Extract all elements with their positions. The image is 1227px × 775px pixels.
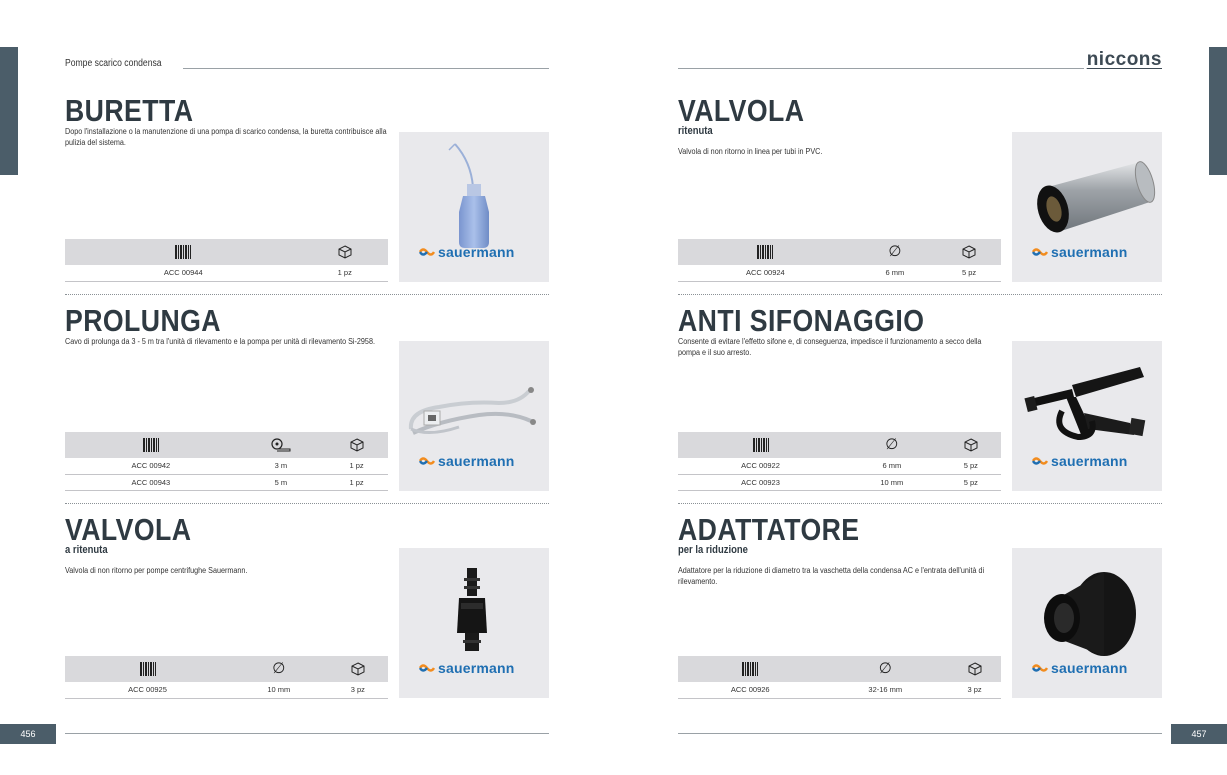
product-valvola-a-ritenuta: [65, 514, 549, 704]
table-cell-qty: 5 pz: [937, 265, 1001, 281]
left-edge-tab: [0, 47, 18, 175]
table-row: [678, 682, 1001, 698]
table-row: [65, 265, 388, 281]
tape-measure-icon: [237, 432, 326, 458]
sauermann-logo: [419, 244, 515, 260]
product-anti-sifonaggio: [678, 305, 1162, 500]
footer-rule: [65, 733, 549, 734]
brand-name: sauermann: [438, 244, 515, 260]
table-cell-diameter: 6 mm: [843, 458, 941, 474]
box-icon: [948, 656, 1001, 682]
section-divider: [65, 503, 549, 504]
product-buretta: [65, 95, 549, 295]
sauermann-logo: [1032, 660, 1128, 676]
product-subtitle: per la riduzione: [678, 544, 748, 556]
box-icon: [328, 656, 388, 682]
table-cell-code: ACC 00925: [65, 682, 230, 698]
table-cell-code: ACC 00944: [65, 265, 301, 281]
product-image-valvola-a-ritenuta: [399, 548, 549, 698]
barcode-icon: [65, 239, 301, 265]
barcode-icon: [678, 432, 843, 458]
header-rule: [183, 68, 549, 69]
table-row: [65, 458, 388, 474]
spec-table: [678, 239, 1001, 282]
sauermann-logo: [1032, 244, 1128, 260]
product-title: VALVOLA: [65, 512, 192, 547]
box-icon: [937, 239, 1001, 265]
product-description: Consente di evitare l'effetto sifone e, di conseguenza, impedisce il funzionamento a secco della pompa e il suo arresto.: [678, 337, 982, 357]
product-subtitle: a ritenuta: [65, 544, 108, 556]
table-cell-qty: 5 pz: [941, 474, 1001, 490]
right-edge-tab: [1209, 47, 1227, 175]
spec-table: [65, 239, 388, 282]
spec-table: [65, 656, 388, 699]
sauermann-logo: [419, 660, 515, 676]
brand-name: sauermann: [1051, 660, 1128, 676]
product-title: PROLUNGA: [65, 303, 221, 338]
spec-table: [678, 656, 1001, 699]
product-valvola-ritenuta: [678, 95, 1162, 295]
table-row: [678, 265, 1001, 281]
product-description: Adattatore per la riduzione di diametro tra la vaschetta della condensa AC e l'entrata dell'unità di rilevamento.: [678, 566, 985, 586]
brand-name: sauermann: [1051, 453, 1128, 469]
table-cell-qty: 3 pz: [948, 682, 1001, 698]
sauermann-logo: [1032, 453, 1128, 469]
product-description: Cavo di prolunga da 3 - 5 m tra l'unità di rilevamento e la pompa per unità di rilevamento Si-2958.: [65, 337, 375, 346]
product-image-anti-sifonaggio: [1012, 341, 1162, 491]
barcode-icon: [65, 656, 230, 682]
section-divider: [678, 503, 1162, 504]
product-description: Valvola di non ritorno per pompe centrifughe Sauermann.: [65, 566, 248, 575]
barcode-icon: [678, 656, 822, 682]
product-image-valvola-ritenuta: [1012, 132, 1162, 282]
product-description: Valvola di non ritorno in linea per tubi in PVC.: [678, 147, 823, 156]
table-cell-code: ACC 00923: [678, 474, 843, 490]
product-image-prolunga: [399, 341, 549, 491]
spec-table: [65, 432, 388, 491]
table-cell-code: ACC 00924: [678, 265, 853, 281]
table-cell-diameter: 10 mm: [230, 682, 328, 698]
brand-name: sauermann: [1051, 244, 1128, 260]
brand-name: sauermann: [438, 453, 515, 469]
right-page: [678, 0, 1162, 775]
niccons-logo: niccons: [1086, 49, 1162, 70]
brand-name: sauermann: [438, 660, 515, 676]
table-cell-diameter: 32-16 mm: [822, 682, 948, 698]
table-cell-code: ACC 00943: [65, 474, 237, 490]
table-cell-qty: 5 pz: [941, 458, 1001, 474]
sauermann-logo: [419, 453, 515, 469]
page-number: 456: [0, 724, 56, 744]
barcode-icon: [678, 239, 853, 265]
table-row: [678, 458, 1001, 474]
table-cell-qty: 1 pz: [325, 474, 388, 490]
section-header: Pompe scarico condensa: [65, 58, 162, 69]
product-title: BURETTA: [65, 93, 194, 128]
product-title: VALVOLA: [678, 93, 805, 128]
table-cell-length: 3 m: [237, 458, 326, 474]
table-cell-code: ACC 00942: [65, 458, 237, 474]
diameter-icon: ∅: [878, 660, 892, 677]
table-cell-qty: 1 pz: [301, 265, 388, 281]
table-cell-code: ACC 00922: [678, 458, 843, 474]
diameter-icon: ∅: [885, 436, 899, 453]
table-cell-qty: 1 pz: [325, 458, 388, 474]
table-row: [65, 682, 388, 698]
product-image-adattatore: [1012, 548, 1162, 698]
box-icon: [325, 432, 388, 458]
table-cell-diameter: 6 mm: [853, 265, 937, 281]
section-divider: [678, 294, 1162, 295]
table-cell-length: 5 m: [237, 474, 326, 490]
section-divider: [65, 294, 549, 295]
product-image-buretta: [399, 132, 549, 282]
diameter-icon: ∅: [272, 660, 286, 677]
spec-table: [678, 432, 1001, 491]
product-subtitle: ritenuta: [678, 125, 713, 137]
table-cell-diameter: 10 mm: [843, 474, 941, 490]
product-title: ADATTATORE: [678, 512, 860, 547]
product-title: ANTI SIFONAGGIO: [678, 303, 925, 338]
footer-rule: [678, 733, 1162, 734]
table-row: [65, 474, 388, 490]
product-description: Dopo l'installazione o la manutenzione di una pompa di scarico condensa, la buretta contribuisce alla pulizia del sistema.: [65, 127, 387, 147]
box-icon: [301, 239, 388, 265]
product-prolunga: [65, 305, 549, 500]
diameter-icon: ∅: [888, 243, 902, 260]
table-cell-qty: 3 pz: [328, 682, 388, 698]
page-number: 457: [1171, 724, 1227, 744]
header-rule: [678, 68, 1084, 69]
box-icon: [941, 432, 1001, 458]
product-adattatore: [678, 514, 1162, 704]
left-page: [65, 0, 549, 775]
barcode-icon: [65, 432, 237, 458]
table-cell-code: ACC 00926: [678, 682, 822, 698]
table-row: [678, 474, 1001, 490]
